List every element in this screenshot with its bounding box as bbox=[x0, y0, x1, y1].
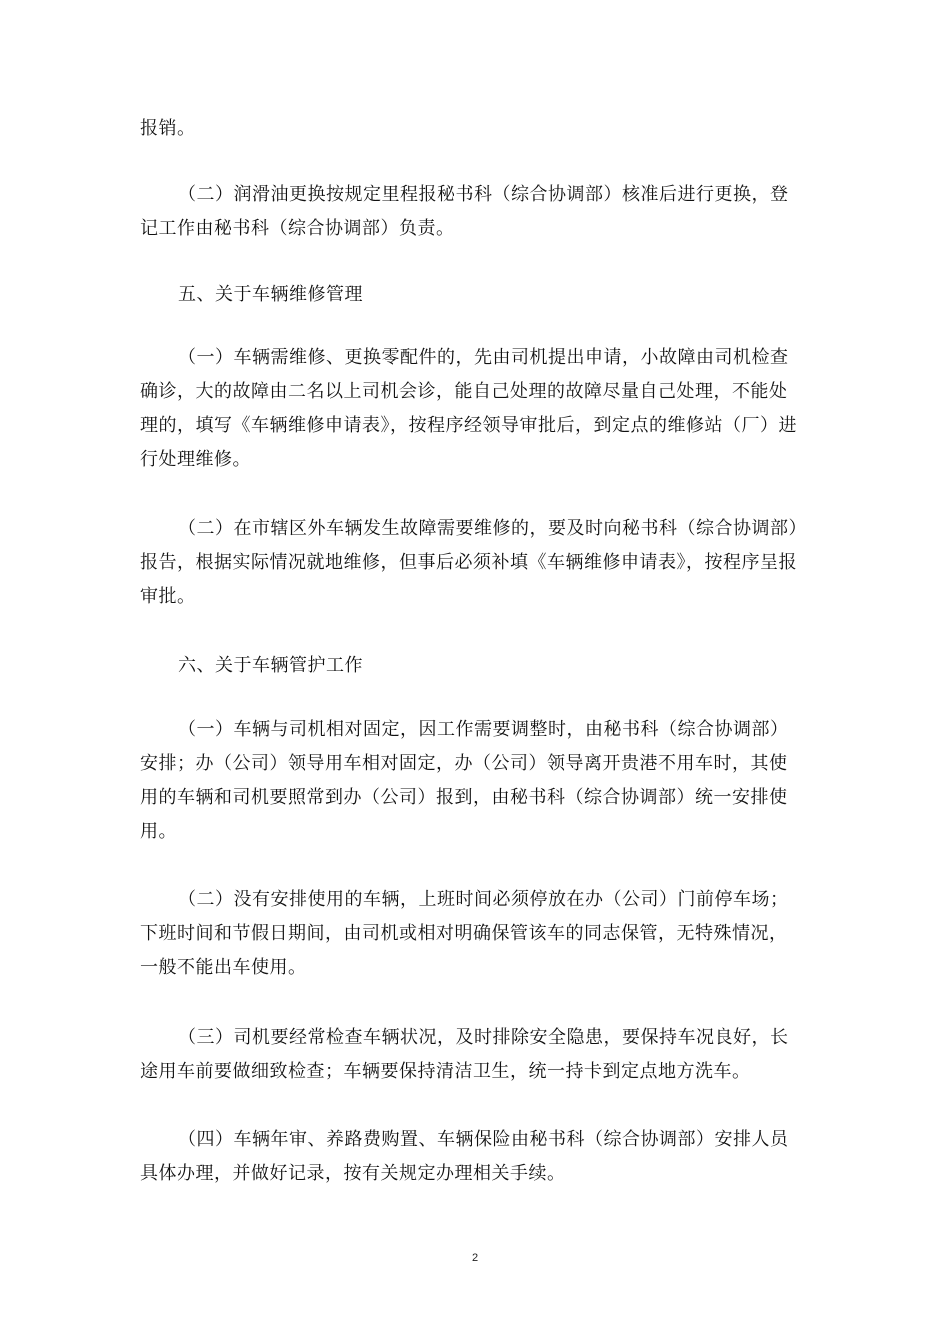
text-line: （二）润滑油更换按规定里程报秘书科（综合协调部）核准后进行更换，登 bbox=[178, 184, 789, 205]
paragraph-lubricant-replacement bbox=[140, 178, 812, 246]
text-line: 下班时间和节假日期间，由司机或相对明确保管该车的同志保管，无特殊情况， bbox=[140, 923, 788, 944]
text-line: 审批。 bbox=[140, 586, 196, 607]
paragraph-vehicle-inspection bbox=[140, 1021, 812, 1089]
text-line: 安排；办（公司）领导用车相对固定，办（公司）领导离开贵港不用车时，其使 bbox=[140, 753, 788, 774]
text-line: 确诊，大的故障由二名以上司机会诊，能自己处理的故障尽量自己处理，不能处 bbox=[140, 381, 788, 402]
text-line: 理的，填写《车辆维修申请表》，按程序经领导审批后，到定点的维修站（厂）进 bbox=[140, 415, 797, 436]
paragraph-annual-review bbox=[140, 1123, 812, 1191]
section-heading-vehicle-care bbox=[140, 649, 812, 683]
text-line: 报销。 bbox=[140, 118, 196, 139]
text-line: 一般不能出车使用。 bbox=[140, 957, 307, 978]
text-line: 六、关于车辆管护工作 bbox=[178, 655, 363, 676]
text-line: （二）在市辖区外车辆发生故障需要维修的，要及时向秘书科（综合协调部） bbox=[178, 518, 807, 539]
text-line: 行处理维修。 bbox=[140, 449, 251, 470]
text-line: 报告，根据实际情况就地维修，但事后必须补填《车辆维修申请表》，按程序呈报 bbox=[140, 552, 797, 573]
text-line: 用。 bbox=[140, 821, 177, 842]
text-line: （一）车辆与司机相对固定，因工作需要调整时，由秘书科（综合协调部） bbox=[178, 719, 789, 740]
section-heading-vehicle-repair bbox=[140, 278, 812, 312]
text-line: （二）没有安排使用的车辆，上班时间必须停放在办（公司）门前停车场； bbox=[178, 889, 789, 910]
text-line: （一）车辆需维修、更换零配件的，先由司机提出申请，小故障由司机检查 bbox=[178, 347, 789, 368]
text-line: 用的车辆和司机要照常到办（公司）报到，由秘书科（综合协调部）统一安排使 bbox=[140, 787, 788, 808]
paragraph-driver-assignment bbox=[140, 713, 812, 849]
text-line: 五、关于车辆维修管理 bbox=[178, 284, 363, 305]
text-line: （三）司机要经常检查车辆状况，及时排除安全隐患，要保持车况良好，长 bbox=[178, 1027, 789, 1048]
text-line: 记工作由秘书科（综合协调部）负责。 bbox=[140, 218, 455, 239]
text-line: （四）车辆年审、养路费购置、车辆保险由秘书科（综合协调部）安排人员 bbox=[178, 1129, 789, 1150]
paragraph-vehicle-parking bbox=[140, 883, 812, 985]
paragraph-repair-application bbox=[140, 341, 812, 477]
text-line: 具体办理，并做好记录，按有关规定办理相关手续。 bbox=[140, 1163, 566, 1184]
paragraph-out-of-area-repair bbox=[140, 512, 812, 614]
page-number: 2 bbox=[471, 1252, 479, 1264]
paragraph-reimbursement-end bbox=[140, 112, 812, 146]
text-line: 途用车前要做细致检查；车辆要保持清洁卫生，统一持卡到定点地方洗车。 bbox=[140, 1061, 751, 1082]
